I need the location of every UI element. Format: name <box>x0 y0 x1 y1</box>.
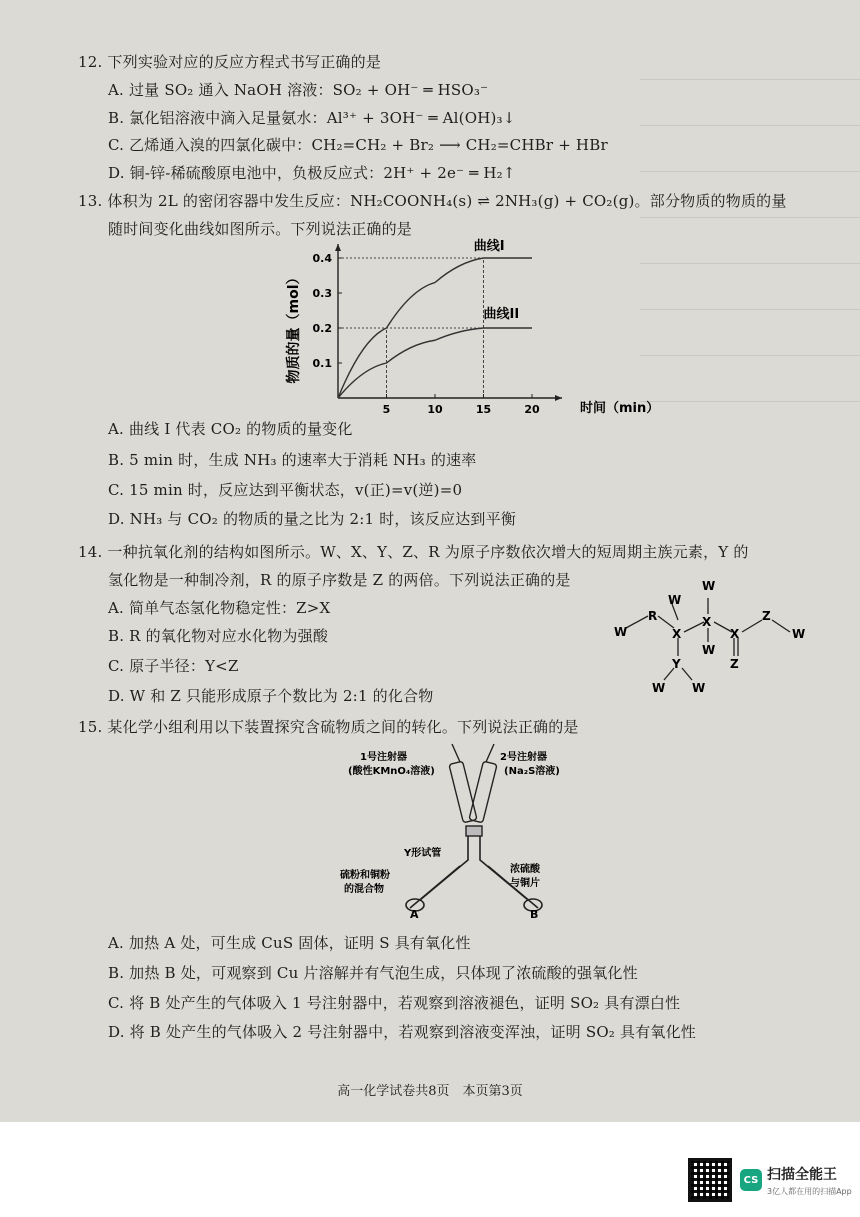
page-footer: 高一化学试卷共8页 本页第3页 <box>337 1084 523 1099</box>
q14-option-c: C. 原子半径：Y<Z <box>108 657 239 675</box>
x-axis-arrow <box>555 395 562 401</box>
left-arm-label-2: 的混合物 <box>344 884 384 895</box>
chart-x-axis-label: 时间（min） <box>580 401 660 416</box>
q14-structure-diagram <box>612 576 812 696</box>
atom-x: X <box>672 627 682 641</box>
point-b-label: B <box>530 908 539 920</box>
q13-option-a: A. 曲线 I 代表 CO₂ 的物质的量变化 <box>108 420 353 438</box>
atom-z: Z <box>730 657 739 671</box>
brand-tagline: 3亿人都在用的扫描App <box>767 1186 852 1196</box>
y-tick-label: 0.1 <box>312 357 332 370</box>
series-label-curve-1: 曲线I <box>473 239 505 254</box>
q14-option-b: B. R 的氧化物对应水化物为强酸 <box>108 627 329 645</box>
camscanner-logo-icon: CS <box>740 1169 762 1191</box>
qr-code-icon <box>688 1158 732 1202</box>
q13-chart <box>280 232 740 422</box>
syringe-1-content: (酸性KMnO₄溶液) <box>348 766 435 777</box>
syringe-1-label: 1号注射器 <box>360 752 407 763</box>
brand-name: 扫描全能王 <box>767 1166 837 1183</box>
q13-stem-line2: 随时间变化曲线如图所示。下列说法正确的是 <box>108 220 413 238</box>
y-tick-label: 0.4 <box>312 252 332 265</box>
y-tick-label: 0.3 <box>312 287 332 300</box>
x-tick-label: 20 <box>524 403 540 416</box>
x-tick-label: 15 <box>475 403 492 416</box>
q12-option-a: A. 过量 SO₂ 通入 NaOH 溶液：SO₂ + OH⁻ ═ HSO₃⁻ <box>108 81 489 99</box>
y-tick-label: 0.2 <box>312 322 332 335</box>
x-tick-label: 5 <box>382 403 391 416</box>
y-tube-label: Y形试管 <box>404 848 442 859</box>
atom-z: Z <box>762 609 771 623</box>
q14-stem-line2: 氢化物是一种制冷剂，R 的原子序数是 Z 的两倍。下列说法正确的是 <box>108 571 571 589</box>
atom-w: W <box>702 643 716 657</box>
series-line-2 <box>338 328 532 398</box>
right-arm-label-2: 与铜片 <box>510 878 540 889</box>
q15-option-d: D. 将 B 处产生的气体吸入 2 号注射器中，若观察到溶液变浑浊，证明 SO₂ 具有氧化性 <box>108 1023 696 1041</box>
q14-option-a: A. 简单气态氢化物稳定性：Z>X <box>108 599 331 617</box>
chart-axes <box>335 244 562 401</box>
q15-stem: 15. 某化学小组利用以下装置探究含硫物质之间的转化。下列说法正确的是 <box>78 718 579 736</box>
x-tick-label: 10 <box>427 403 443 416</box>
left-arm-label-1: 硫粉和铜粉 <box>340 870 390 881</box>
atom-y: Y <box>672 657 681 671</box>
q15-apparatus-diagram <box>340 740 570 920</box>
q13-option-c: C. 15 min 时，反应达到平衡状态，v(正)=v(逆)=0 <box>108 481 463 499</box>
q13-option-d: D. NH₃ 与 CO₂ 的物质的量之比为 2:1 时，该反应达到平衡 <box>108 510 517 528</box>
atom-w: W <box>792 627 806 641</box>
q14-stem-line1: 14. 一种抗氧化剂的结构如图所示。W、X、Y、Z、R 为原子序数依次增大的短周期主族元素，Y 的 <box>78 543 749 561</box>
chart-y-axis-label: 物质的量（mol） <box>286 270 302 384</box>
atom-x: X <box>730 627 740 641</box>
q13-stem-line1: 13. 体积为 2L 的密闭容器中发生反应：NH₂COONH₄(s) ⇌ 2NH₃(g) + CO₂(g)。部分物质的物质的量 <box>78 192 787 210</box>
chart-tick-labels <box>313 252 540 416</box>
syringe-2-content: (Na₂S溶液) <box>504 766 560 777</box>
q12-option-c: C. 乙烯通入溴的四氯化碳中：CH₂=CH₂ + Br₂ ⟶ CH₂=CHBr + HBr <box>108 136 608 154</box>
q12-option-b: B. 氯化铝溶液中滴入足量氨水：Al³⁺ + 3OH⁻ ═ Al(OH)₃↓ <box>108 109 516 127</box>
point-a-label: A <box>410 908 419 920</box>
atom-w: W <box>652 681 666 695</box>
q15-option-a: A. 加热 A 处，可生成 CuS 固体，证明 S 具有氧化性 <box>108 934 471 952</box>
q15-option-b: B. 加热 B 处，可观察到 Cu 片溶解并有气泡生成，只体现了浓硫酸的强氧化性 <box>108 964 638 982</box>
atom-w: W <box>702 579 716 593</box>
y-axis-arrow <box>335 244 341 251</box>
atom-w: W <box>614 625 628 639</box>
q15-option-c: C. 将 B 处产生的气体吸入 1 号注射器中，若观察到溶液褪色，证明 SO₂ 具有漂白性 <box>108 994 681 1012</box>
scanner-watermark <box>688 1158 852 1202</box>
q12-stem: 12. 下列实验对应的反应方程式书写正确的是 <box>78 53 382 71</box>
q14-option-d: D. W 和 Z 只能形成原子个数比为 2:1 的化合物 <box>108 687 434 705</box>
syringe-2-label: 2号注射器 <box>500 752 547 763</box>
q12-option-d: D. 铜-锌-稀硫酸原电池中，负极反应式：2H⁺ + 2e⁻ ═ H₂↑ <box>108 164 516 182</box>
syringes <box>449 744 497 836</box>
q13-option-b: B. 5 min 时，生成 NH₃ 的速率大于消耗 NH₃ 的速率 <box>108 451 477 469</box>
atom-w: W <box>668 593 682 607</box>
right-arm-label-1: 浓硫酸 <box>510 864 540 875</box>
atom-x: X <box>702 615 712 629</box>
atom-r: R <box>648 609 658 623</box>
atom-w: W <box>692 681 706 695</box>
series-label-curve-2: 曲线II <box>483 307 520 322</box>
